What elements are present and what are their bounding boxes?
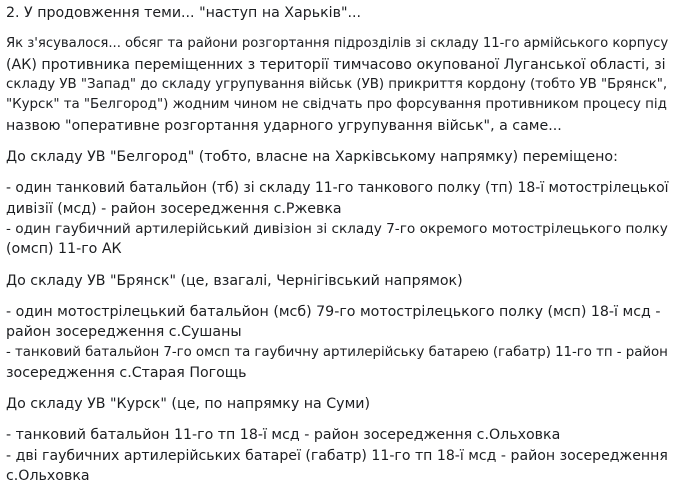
belgorod-line: дивізії (мсд) - район зосередження с.Ржевка [6,200,342,217]
intro-paragraph [6,34,668,136]
bryansk-line: - один мотострілецький батальйон (мсб) 79-го мотострілецького полку (мсп) 18-ї мсд - [6,303,661,320]
kursk-title [6,394,668,414]
belgorod-title [6,147,668,167]
bryansk-list [6,302,668,384]
kursk-line: - дві гаубичних артилерійських батареї (габатр) 11-го тп 18-ї мсд - район зосередження [6,447,668,464]
belgorod-list [6,178,668,260]
belgorod-title-text: До складу УВ "Белгород" (тобто, власне на Харківському напрямку) переміщено: [6,149,618,166]
belgorod-line: - один танковий батальйон (тб) зі складу 11-го танкового полку (тп) 18-ї мотострілецької [6,180,669,197]
kursk-list [6,425,668,486]
intro-line: назвою "оперативне розгортання ударного угрупування військ", а саме... [6,117,562,134]
kursk-title-text: До складу УВ "Курск" (це, по напрямку на Суми) [6,396,371,413]
bryansk-line: зосередження с.Старая Погощь [6,365,247,382]
kursk-line: с.Ольховка [6,468,90,485]
kursk-line: - танковий батальйон 11-го тп 18-ї мсд - район зосередження с.Ольховка [6,427,561,444]
intro-line: (АК) противника переміщенних з території тимчасово окупованої Луганської області, зі [6,56,666,73]
post-heading-text: 2. У продовження теми... "наступ на Харьків"... [6,5,362,21]
intro-line: Як з'ясувалося... обсяг та райони розгортання підрозділів зі складу 11-го армійського корпусу [6,36,669,52]
bryansk-line: - танковий батальйон 7-го омсп та гаубичну артилерійську батарею (габатр) 11-го тп - район [6,344,668,360]
post-heading [6,3,668,23]
belgorod-line: (омсп) 11-го АК [6,241,122,258]
bryansk-title-text: До складу УВ "Брянск" (це, взагалі, Чернігівський напрямок) [6,272,463,289]
belgorod-line: - один гаубичний артилерійський дивізіон зі складу 7-го окремого мотострілецького полку [6,221,668,238]
bryansk-title [6,271,668,291]
intro-line: складу УВ "Запад" до складу угрупування військ (УВ) прикриття кордону (тобто УВ "Брянск", [6,77,668,93]
post-body [6,0,668,487]
intro-line: "Курск" та "Белгород") жодним чином не свідчать про форсування противником процесу під [6,97,667,113]
bryansk-line: район зосередження с.Сушаны [6,324,242,341]
